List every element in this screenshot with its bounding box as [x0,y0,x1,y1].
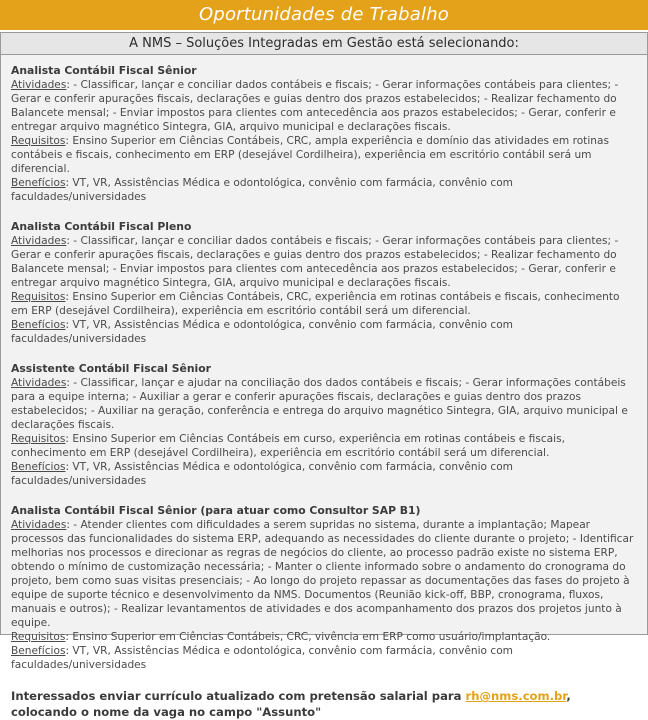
application-instructions [11,688,637,720]
job-list [1,55,647,720]
job-requirements [11,290,637,318]
job-benefits [11,176,637,204]
activities-label: Atividades [11,519,67,531]
benefits-label: Benefícios [11,177,66,189]
job-benefits [11,460,637,488]
requirements-label: Requisitos [11,631,66,643]
job-activities [11,78,637,134]
requirements-text: : Ensino Superior em Ciências Contábeis, CRC, ampla experiência e domínio das atividades em rotinas contábeis e fiscais, conhecimento em ERP (desejável Cordilheira), experiência em escritório contábil será um diferencial. [11,135,610,175]
job-activities [11,376,637,432]
job-benefits [11,318,637,346]
instructions-text: Interessados enviar currículo atualizado com pretensão salarial para [11,689,466,703]
job-entry [11,64,637,204]
job-title: Assistente Contábil Fiscal Sênior [11,362,211,375]
job-title: Analista Contábil Fiscal Pleno [11,220,192,233]
job-activities [11,518,637,630]
company-subtitle: A NMS – Soluções Integradas em Gestão está selecionando: [1,33,647,55]
activities-label: Atividades [11,235,67,247]
job-entry [11,504,637,672]
job-listing-panel [0,32,648,719]
activities-text: : - Classificar, lançar e conciliar dados contábeis e fiscais; - Gerar informações contábeis para clientes; - Gerar e conferir apurações fiscais, declarações e guias dentro dos prazos estabelecidos; - Realizar fechamento do Balancete mensal; - Enviar impostos para clientes com antecedência aos prazos estabelecidos; - Gerar, conferir e entregar arquivo magnético Sintegra, GIA, arquivo municipal e declarações fiscais. [11,235,619,289]
benefits-text: : VT, VR, Assistências Médica e odontológica, convênio com farmácia, convênio com faculdades/universidades [11,177,513,203]
job-requirements [11,630,637,644]
requirements-text: : Ensino Superior em Ciências Contábeis, CRC, experiência em rotinas contábeis e fiscais, conhecimento em ERP (desejável Cordilheira), experiência em escritório contábil será um diferencial. [11,291,620,317]
page-title: Oportunidades de Trabalho [0,0,648,30]
activities-label: Atividades [11,79,67,91]
requirements-text: : Ensino Superior em Ciências Contábeis em curso, experiência em rotinas contábeis e fiscais, conhecimento em ERP (desejável Cordilheira), experiência em escritório contábil será um diferencial. [11,433,565,459]
benefits-label: Benefícios [11,645,66,657]
benefits-label: Benefícios [11,319,66,331]
benefits-text: : VT, VR, Assistências Médica e odontológica, convênio com farmácia, convênio com faculdades/universidades [11,461,513,487]
benefits-label: Benefícios [11,461,66,473]
benefits-text: : VT, VR, Assistências Médica e odontológica, convênio com farmácia, convênio com faculdades/universidades [11,645,513,671]
activities-text: : - Atender clientes com dificuldades a serem supridas no sistema, durante a implantação; Mapear processos das funcionalidades do sistema ERP, adequando as necessidades do cliente durante o projeto; - Identificar melhorias nos processos e direcionar as regras de negócios do cliente, ao processo padrão existe no sistema ERP, obtendo o mínimo de customização necessária; - Manter o cliente informado sobre o andamento do cronograma do projeto, bem como suas visitas presenciais; - Ao longo do projeto repassar as documentações das fases do projeto à equipe de suporte técnico e desenvolvimento da NMS. Documentos (Reunião kick-off, BBP, cronograma, fluxos, manuais e outros); - Realizar levantamentos de atividades e dos acompanhamento dos prazos dos projetos junto à equipe. [11,519,634,629]
requirements-label: Requisitos [11,135,66,147]
job-title: Analista Contábil Fiscal Sênior [11,64,197,77]
job-requirements [11,432,637,460]
job-title: Analista Contábil Fiscal Sênior (para atuar como Consultor SAP B1) [11,504,421,517]
requirements-text: : Ensino Superior em Ciências Contábeis, CRC, vivência em ERP como usuário/implantação. [65,631,551,643]
requirements-label: Requisitos [11,291,66,303]
job-benefits [11,644,637,672]
instructions-text-end: , colocando o nome da vaga no campo "Assunto" [11,689,571,719]
activities-text: : - Classificar, lançar e ajudar na conciliação dos dados contábeis e fiscais; - Gerar informações contábeis para a equipe interna; - Auxiliar a gerar e conferir apurações fiscais, declarações e guias dentro dos prazos estabelecidos; - Auxiliar na geração, conferência e entrega do arquivo magnético Sintegra, GIA, arquivo municipal e declarações fiscais. [11,377,628,431]
activities-text: : - Classificar, lançar e conciliar dados contábeis e fiscais; - Gerar informações contábeis para clientes; - Gerar e conferir apurações fiscais, declarações e guias dentro dos prazos estabelecidos; - Realizar fechamento do Balancete mensal; - Enviar impostos para clientes com antecedência aos prazos estabelecidos; - Gerar, conferir e entregar arquivo magnético Sintegra, GIA, arquivo municipal e declarações fiscais. [11,79,619,133]
email-link[interactable]: rh@nms.com.br [465,689,567,703]
activities-label: Atividades [11,377,67,389]
benefits-text: : VT, VR, Assistências Médica e odontológica, convênio com farmácia, convênio com faculdades/universidades [11,319,513,345]
job-entry [11,220,637,346]
job-requirements [11,134,637,176]
job-entry [11,362,637,488]
requirements-label: Requisitos [11,433,66,445]
job-activities [11,234,637,290]
